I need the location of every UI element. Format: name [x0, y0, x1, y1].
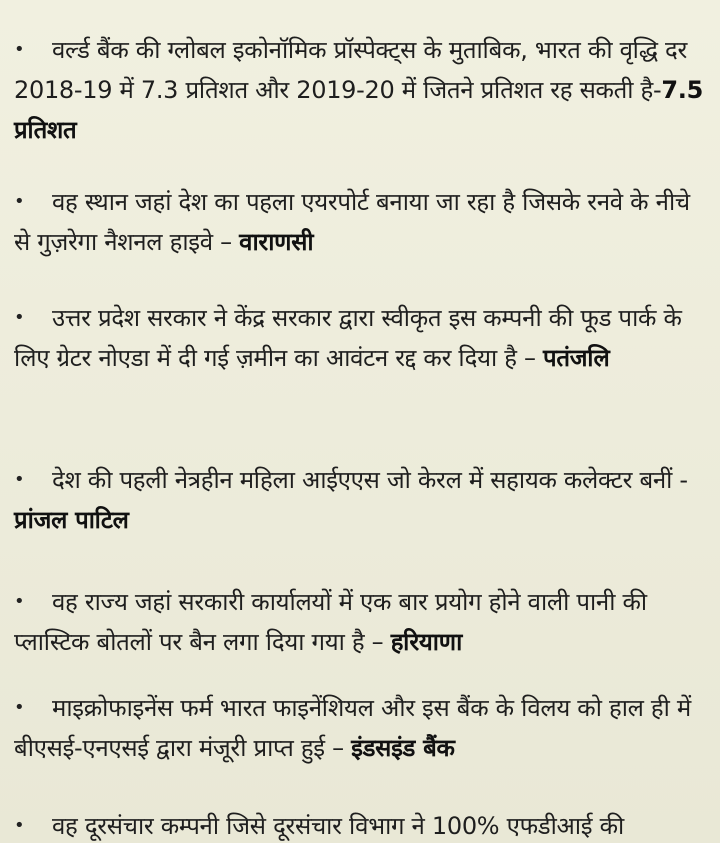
list-item [14, 688, 708, 768]
list-item [14, 460, 708, 540]
bullet-icon: • [14, 815, 25, 836]
item-answer: हरियाणा [390, 628, 462, 656]
bullet-icon: • [14, 591, 25, 612]
item-answer: प्रांजल पाटिल [14, 506, 129, 534]
item-answer: पतंजलि [543, 344, 610, 372]
bullet-icon: • [14, 191, 25, 212]
list-item [14, 806, 708, 843]
item-text: वह राज्य जहां सरकारी कार्यालयों में एक बार प्रयोग होने वाली पानी की प्लास्टिक बोतलों पर बैन लगा दिया गया है – [14, 588, 647, 656]
bullet-icon: • [14, 469, 25, 490]
bullet-icon: • [14, 307, 25, 328]
item-text: उत्तर प्रदेश सरकार ने केंद्र सरकार द्वारा स्वीकृत इस कम्पनी की फूड पार्क के लिए ग्रेटर नोएडा में दी गई ज़मीन का आवंटन रद्द कर दिया है – [14, 304, 682, 372]
list-item [14, 582, 708, 662]
item-text: वह दूरसंचार कम्पनी जिसे दूरसंचार विभाग ने 100% एफडीआई की [52, 812, 624, 840]
bullet-icon: • [14, 697, 25, 718]
list-item [14, 298, 708, 378]
item-text: माइक्रोफाइनेंस फर्म भारत फाइनेंशियल और इस बैंक के विलय को हाल ही में बीएसई-एनएसई द्वारा मंजूरी प्राप्त हुई – [14, 694, 691, 762]
list-item [14, 30, 708, 150]
list-item [14, 182, 708, 262]
item-answer: 7.5 प्रतिशत [14, 76, 703, 144]
item-text: वह स्थान जहां देश का पहला एयरपोर्ट बनाया जा रहा है जिसके रनवे के नीचे से गुज़रेगा नैशनल हाइवे – [14, 188, 690, 256]
item-answer: वाराणसी [239, 228, 314, 256]
item-text: देश की पहली नेत्रहीन महिला आईएएस जो केरल में सहायक कलेक्टर बनीं - [52, 466, 688, 494]
bullet-icon: • [14, 39, 25, 60]
item-text: वर्ल्ड बैंक की ग्लोबल इकोनॉमिक प्रॉस्पेक्ट्स के मुताबिक, भारत की वृद्धि दर 2018-19 में 7.3 प्रतिशत और 2019-20 में जितने प्रतिशत रह सकती है- [14, 36, 687, 104]
item-answer: इंडसइंड बैंक [351, 734, 455, 762]
